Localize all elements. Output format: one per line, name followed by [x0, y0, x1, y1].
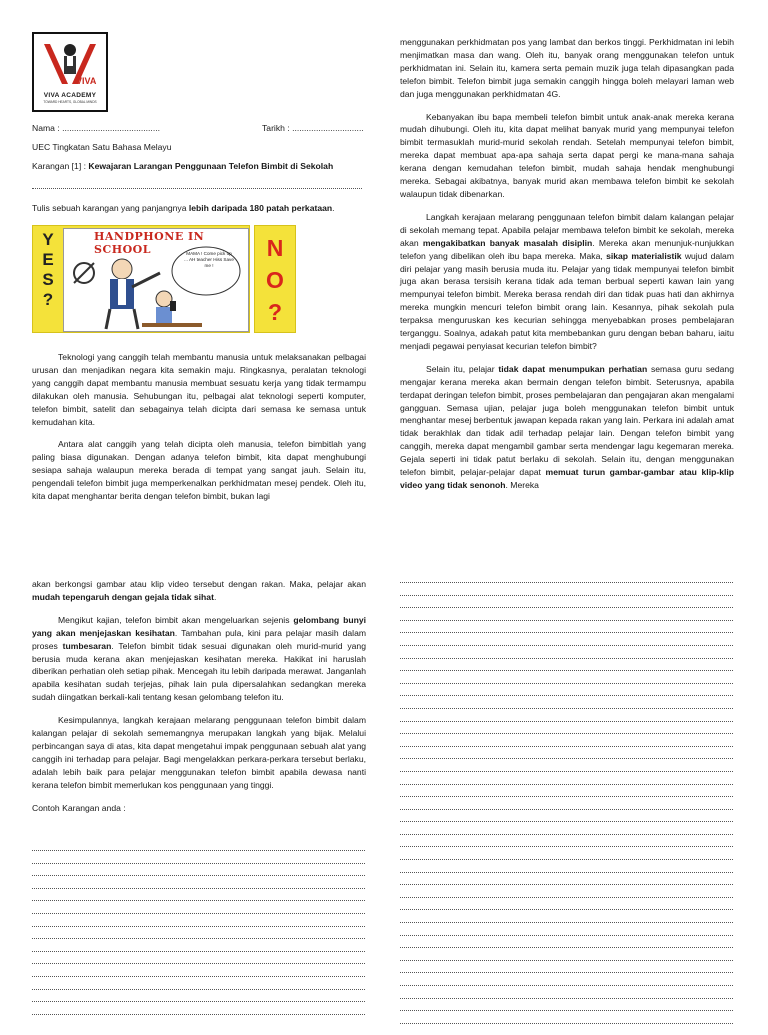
writing-rule[interactable] [32, 976, 365, 977]
writing-rule[interactable] [400, 859, 733, 860]
essay-title: Kewajaran Larangan Penggunaan Telefon Bimbit di Sekolah [88, 161, 334, 171]
instruction: Tulis sebuah karangan yang panjangnya lebih daripada 180 patah perkataan. [32, 203, 335, 213]
writing-rule[interactable] [400, 998, 733, 999]
writing-rule[interactable] [400, 683, 733, 684]
cartoon-banner: HANDPHONE IN SCHOOL [94, 230, 205, 256]
writing-rule[interactable] [32, 888, 365, 889]
paragraph-1: Teknologi yang canggih telah membantu manusia untuk melaksanakan pelbagai urusan dan menjadikan negara kita semakin maju. Ringkasnya, peralatan teknologi yang canggih dapat membantu manusia membuat sesuatu kerja yang tidak termampu dilakukan oleh manusia. Sehubungan itu, pelbagai alat teknologi seperti komputer, telefon bimbit, satelit dan sebagainya telah dicipta dari semasa ke semasa untuk kemudahan kita. [32, 352, 366, 427]
writing-rule[interactable] [32, 900, 365, 901]
writing-rule[interactable] [400, 595, 733, 596]
writing-rule[interactable] [400, 632, 733, 633]
writing-rule[interactable] [32, 1014, 365, 1015]
viva-academy-logo [32, 32, 108, 112]
paragraph-7: akan berkongsi gambar atau klip video tersebut dengan rakan. Maka, pelajar akan mudah tepengaruh dengan gejala tidak sihat. [32, 579, 366, 602]
writing-rule[interactable] [400, 746, 733, 747]
writing-lines-right[interactable] [400, 582, 733, 1035]
essay-prefix: Karangan [1] : [32, 161, 89, 171]
writing-rule[interactable] [32, 963, 365, 964]
name-field: Nama : ......................................... [32, 123, 160, 133]
paragraph-4: Kebanyakan ibu bapa membeli telefon bimbit untuk anak-anak mereka kerana mudah dihubungi. Oleh itu, kita dapat melihat banyak murid yang mempunyai telefon bimbit termasuklah murid-murid sekolah rendah. Setelah mempunyai telefon bimbit, mereka dapat membuat apa-apa sahaja serta dapat pergi ke mana-mana sahaja kerana dengan kemudahan telefon bimbit, mudah sahaja hendak menghubungi mereka. Sebagai akibatnya, banyak murid akan membawa telefon bimbit ke sekolah walaupun tidak dibenarkan. [400, 111, 734, 199]
writing-rule[interactable] [32, 926, 365, 927]
logo-tagline: TOWARD HEARTS, GLOBAL MINDS [43, 100, 97, 104]
writing-rule[interactable] [32, 850, 365, 851]
writing-rule[interactable] [32, 951, 365, 952]
speech-bubble: MAMA ! Come pick up ... AH teacher Hiss Save me ! [184, 251, 234, 268]
svg-text:VIVA: VIVA [76, 76, 97, 86]
writing-rule[interactable] [32, 863, 365, 864]
writing-rule[interactable] [400, 708, 733, 709]
writing-rule[interactable] [32, 875, 365, 876]
date-field: Tarikh : .............................. [262, 123, 364, 133]
paragraph-2: Antara alat canggih yang telah dicipta oleh manusia, telefon bimbitlah yang paling biasa digunakan. Dengan adanya telefon bimbit, kita dapat menghubungi sesiapa sahaja walaupun mereka berada di tempat yang sangat jauh. Selain itu, pengendali telefon bimbit juga memperkenalkan perkhidmatan mesej pendek. Oleh itu, kita dapat menghantar berita dengan telefon bimbit, bukan lagi [32, 439, 366, 502]
writing-rule[interactable] [400, 897, 733, 898]
paragraph-6: Selain itu, pelajar tidak dapat menumpukan perhatian semasa guru sedang mengajar kerana mereka akan bermain dengan telefon bimbit. Seterusnya, apabila terdapat deringan telefon bimbit, proses pembelajaran dan pengajaran akan mengalami gangguan. Semasa ujian, pelajar juga boleh menggunakan telefon bimbit untuk menghantar mesej berbentuk jawapan kepada rakan yang lain. Perkara ini adalah amat tidak berakhlak dan tidak adil terhadap pelajar lain. Dengan telefon bimbit yang canggih, mereka dapat mengambil gambar serta mendengar lagu kegemaran mereka. Gejala seperti ini tidak patut berlaku di sekolah. Selain itu, dengan menggunakan telefon bimbit, pelajar-pelajar dapat memuat turun gambar-gambar atau klip-klip video yang tidak senonoh. Mereka [400, 363, 734, 490]
writing-rule[interactable] [400, 821, 733, 822]
paragraph-8: Mengikut kajian, telefon bimbit akan mengeluarkan sejenis gelombang bunyi yang akan menjejaskan kesihatan. Tambahan pula, kini para pelajar masih dalam proses tumbesaran. Telefon bimbit tidak sesuai digunakan oleh murid-murid yang berusia muda kerana akan menjejaskan kesihatan mereka. Hakikat ini haruslah diberikan perhatian oleh setiap pihak. Mencegah itu lebih daripada merawat. Janganlah apabila kesihatan sudah terjejas, pihak lain pula dipersalahkan sedangkan mereka sudah diingatkan berkali-kali tentang kesan gelombang telefon itu. [32, 614, 367, 703]
writing-rule[interactable] [400, 909, 733, 910]
writing-rule[interactable] [400, 582, 733, 583]
writing-rule[interactable] [400, 658, 733, 659]
no-panel [254, 225, 296, 333]
writing-rule[interactable] [400, 670, 733, 671]
writing-rule[interactable] [400, 884, 733, 885]
yes-word: Y E S ? [42, 230, 54, 309]
writing-rule[interactable] [400, 695, 733, 696]
writing-rule[interactable] [400, 960, 733, 961]
essay-title-line [32, 161, 333, 171]
logo-emblem-icon [34, 34, 106, 92]
writing-rule[interactable] [32, 1001, 365, 1002]
writing-rule[interactable] [400, 620, 733, 621]
no-word: N O ? [266, 235, 284, 325]
paragraph-3: menggunakan perkhidmatan pos yang lambat dan berkos tinggi. Perkhidmatan ini lebih menjimatkan masa dan wang. Oleh itu, banyak orang menggunakan telefon untuk perkhidmatan ini. Selain itu, kamera serta pemain muzik juga telah dipasangkan pada telefon bimbit. Telefon bimbit juga semakin canggih hingga boleh melayari laman web dan juga menggunakan perkhidmatan 4G. [400, 37, 734, 99]
writing-rule[interactable] [400, 607, 733, 608]
writing-rule[interactable] [400, 846, 733, 847]
header-divider [32, 188, 362, 189]
writing-rule[interactable] [400, 733, 733, 734]
writing-rule[interactable] [400, 809, 733, 810]
sample-essay-label: Contoh Karangan anda : [32, 802, 126, 813]
writing-rule[interactable] [400, 947, 733, 948]
writing-rule[interactable] [400, 758, 733, 759]
writing-rule[interactable] [32, 989, 365, 990]
writing-rule[interactable] [32, 913, 365, 914]
writing-rule[interactable] [400, 834, 733, 835]
handphone-cartoon [32, 225, 250, 333]
paragraph-9: Kesimpulannya, langkah kerajaan melarang penggunaan telefon bimbit dalam kalangan pelajar di sekolah sememangnya merupakan langkah yang bijak. Melalui perbincangan saya di atas, kita dapat mengetahui impak penggunaan sebuah alat yang canggih ini terhadap para pelajar. Bagi mengelakkan perkara-perkara tersebut berlaku, adalah lebih baik para pelajar menggunakan telefon bimbit apabila dewasa nanti kerana telefon bimbit memerlukan kos penggunaan yang tinggi. [32, 715, 366, 790]
writing-rule[interactable] [32, 938, 365, 939]
writing-rule[interactable] [400, 721, 733, 722]
subject-line: UEC Tingkatan Satu Bahasa Melayu [32, 142, 172, 152]
left-column-text [32, 351, 366, 513]
writing-rule[interactable] [400, 1010, 733, 1011]
writing-rule[interactable] [400, 771, 733, 772]
writing-rule[interactable] [400, 922, 733, 923]
paragraph-5: Langkah kerajaan melarang penggunaan telefon bimbit dalam kalangan pelajar di sekolah memang tepat. Apabila pelajar membawa telefon bimbit ke sekolah, mereka akan mengakibatkan banyak masalah disiplin. Mereka akan menunjuk-nunjukkan telefon yang dibelikan oleh ibu bapa mereka. Maka, sikap materialistik wujud dalam diri pelajar yang masih berusia muda itu. Pelajar yang tidak mempunyai telefon bimbit juga akan berasa tersisih kerana tidak ada teman berbual seperti kawan lain yang mempunyai telefon bimbit. Mereka berasa rendah diri dan tidak puas hati dan akhirnya mereka mungkin mencuri telefon bimbit orang lain. Kesannya, pihak sekolah pula terpaksa menguruskan kes kecurian sehingga menyebabkan proses pembelajaran terganggu. Soalnya, adakah patut kita membebankan guru dengan beban baharu, iaitu menjadi pegawai penyiasat kecurian telefon bimbit? [400, 211, 734, 351]
bottom-left-text [32, 578, 366, 825]
logo-name: VIVA ACADEMY [43, 92, 97, 99]
writing-rule[interactable] [400, 972, 733, 973]
writing-rule[interactable] [400, 796, 733, 797]
writing-rule[interactable] [400, 935, 733, 936]
writing-lines-left[interactable] [32, 850, 365, 1026]
writing-rule[interactable] [400, 645, 733, 646]
writing-rule[interactable] [400, 872, 733, 873]
writing-rule[interactable] [400, 985, 733, 986]
writing-rule[interactable] [400, 784, 733, 785]
right-column-text [400, 36, 734, 502]
